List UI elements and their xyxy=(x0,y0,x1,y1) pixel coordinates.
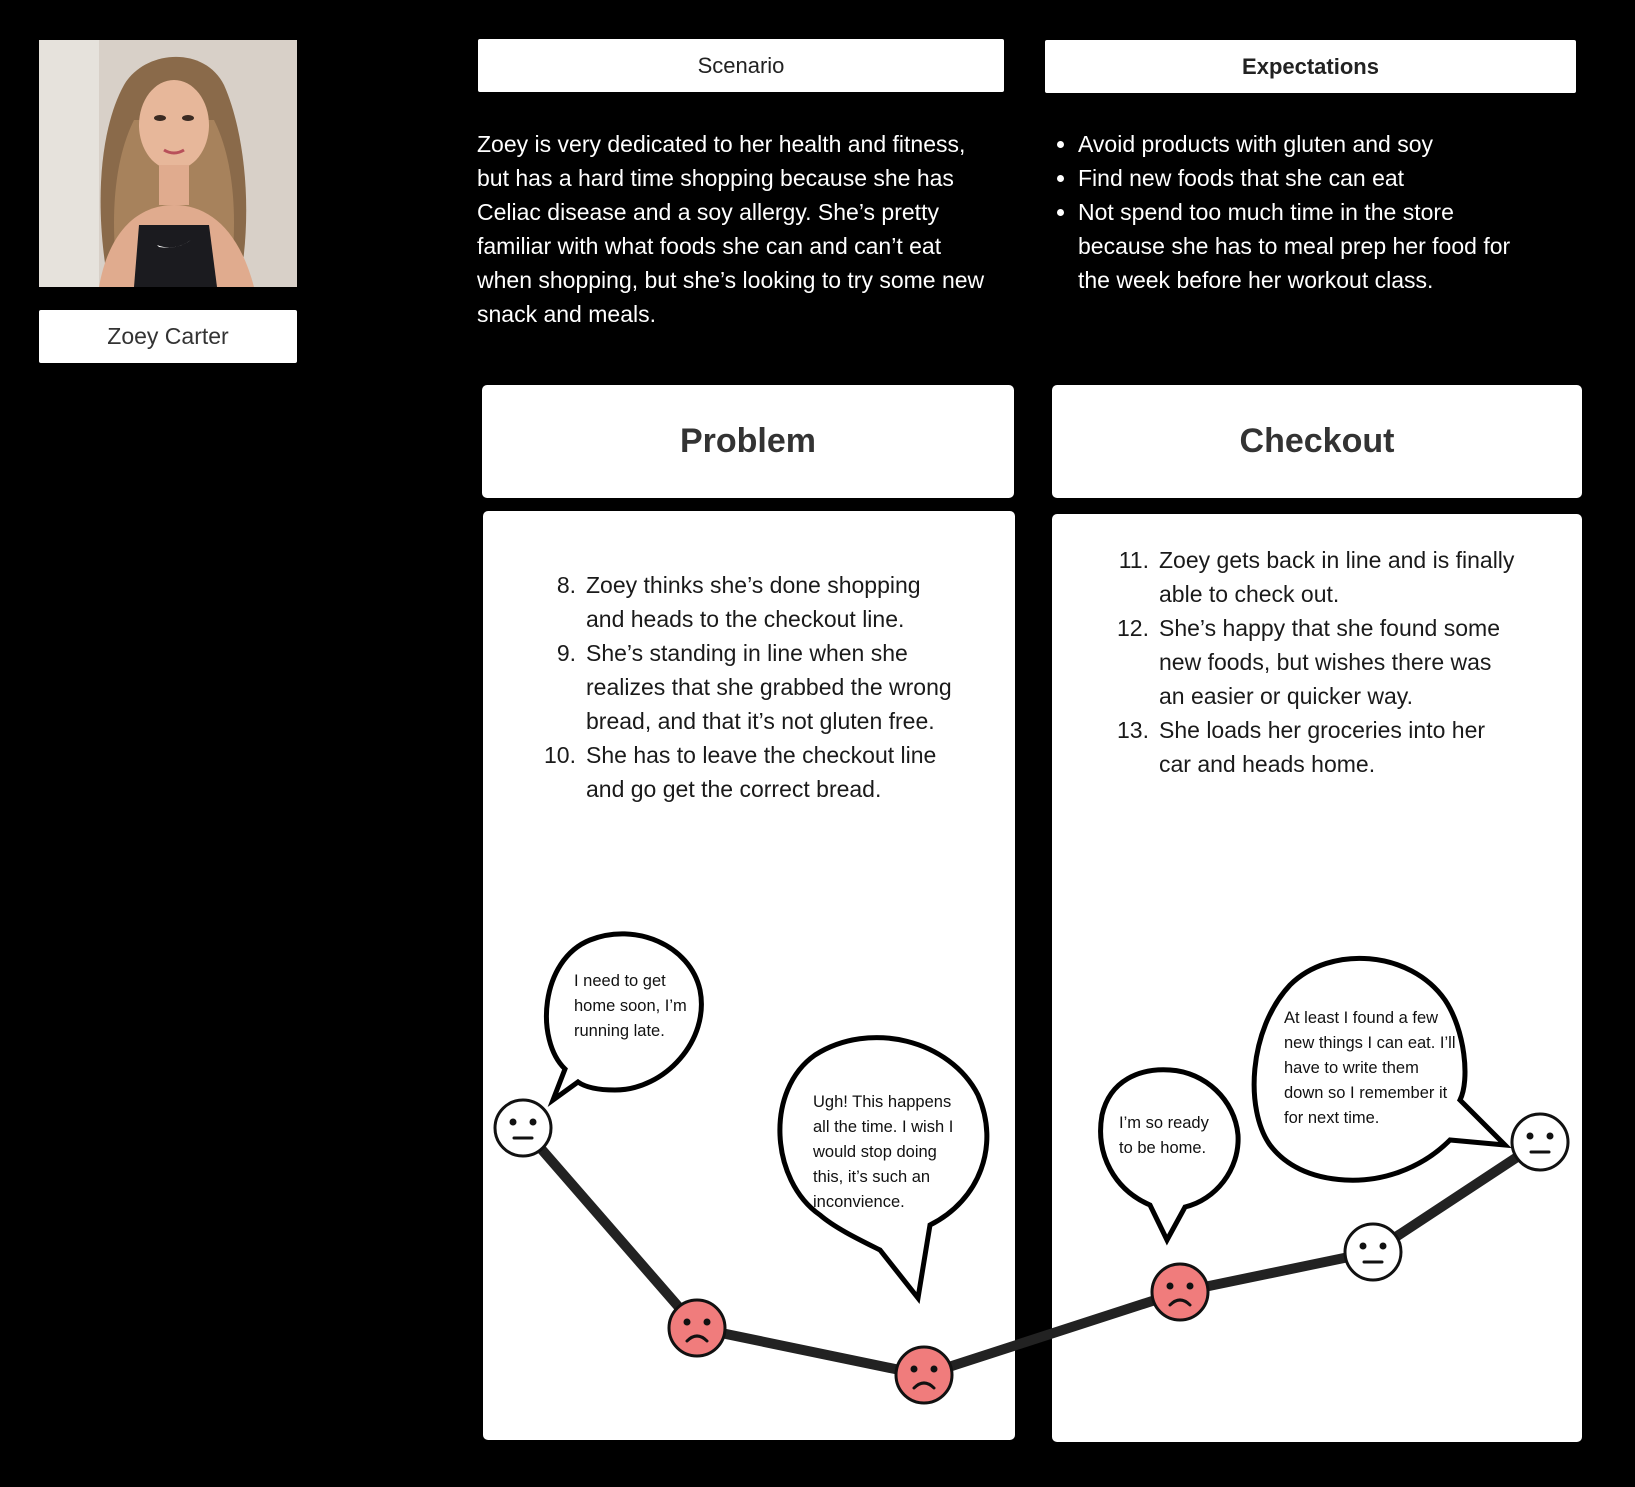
quote-text: At least I found a few new things I can eat. I’ll have to write them down so I remember it for next time. xyxy=(1284,1009,1456,1127)
expectation-item: • Avoid products with gluten and soy xyxy=(1078,127,1524,161)
step-number: 11. xyxy=(1118,547,1149,573)
quote-text: I’m so ready to be home. xyxy=(1119,1114,1209,1157)
stage-title-checkout: Checkout xyxy=(1052,385,1582,498)
quote-text: Ugh! This happens all the time. I wish I would stop doing this, it’s such an inconvience. xyxy=(813,1093,954,1211)
expectation-item: • Not spend too much time in the store because she has to meal prep her food for the week before her workout class. xyxy=(1078,195,1524,297)
scenario-heading: Scenario xyxy=(478,39,1004,92)
neutral-face-icon xyxy=(495,1100,551,1156)
step-number: 12. xyxy=(1117,615,1149,641)
stage-title-problem: Problem xyxy=(482,385,1014,498)
step-text: Zoey gets back in line and is finally able to check out. xyxy=(1159,547,1515,607)
step-number: 9. xyxy=(556,640,576,666)
expectation-item: • Find new foods that she can eat xyxy=(1078,161,1524,195)
sad-face-icon xyxy=(896,1347,952,1403)
expectations-heading: Expectations xyxy=(1045,40,1576,93)
step-number: 13. xyxy=(1117,717,1149,743)
step-text: She has to leave the checkout line and go get the correct bread. xyxy=(586,742,937,802)
step-text: Zoey thinks she’s done shopping and heads to the checkout line. xyxy=(586,572,921,632)
step-text: She’s standing in line when she realizes that she grabbed the wrong bread, and that it’s not gluten free. xyxy=(586,640,952,734)
persona-name: Zoey Carter xyxy=(39,310,297,363)
neutral-face-icon xyxy=(1345,1224,1401,1280)
quote-text: I need to get home soon, I’m running late. xyxy=(574,972,687,1040)
step-number: 10. xyxy=(544,742,576,768)
neutral-face-icon xyxy=(1512,1114,1568,1170)
step-number: 8. xyxy=(556,572,576,598)
step-text: She’s happy that she found some new foods, but wishes there was an easier or quicker way. xyxy=(1159,615,1500,709)
scenario-text: Zoey is very dedicated to her health and fitness, but has a hard time shopping because she has Celiac disease and a soy allergy. She’s pretty familiar with what foods she can and can’t eat when shopping, but she’s looking to try some new snack and meals. xyxy=(477,131,985,327)
sad-face-icon xyxy=(1152,1264,1208,1320)
sad-face-icon xyxy=(669,1300,725,1356)
step-text: She loads her groceries into her car and heads home. xyxy=(1159,717,1486,777)
